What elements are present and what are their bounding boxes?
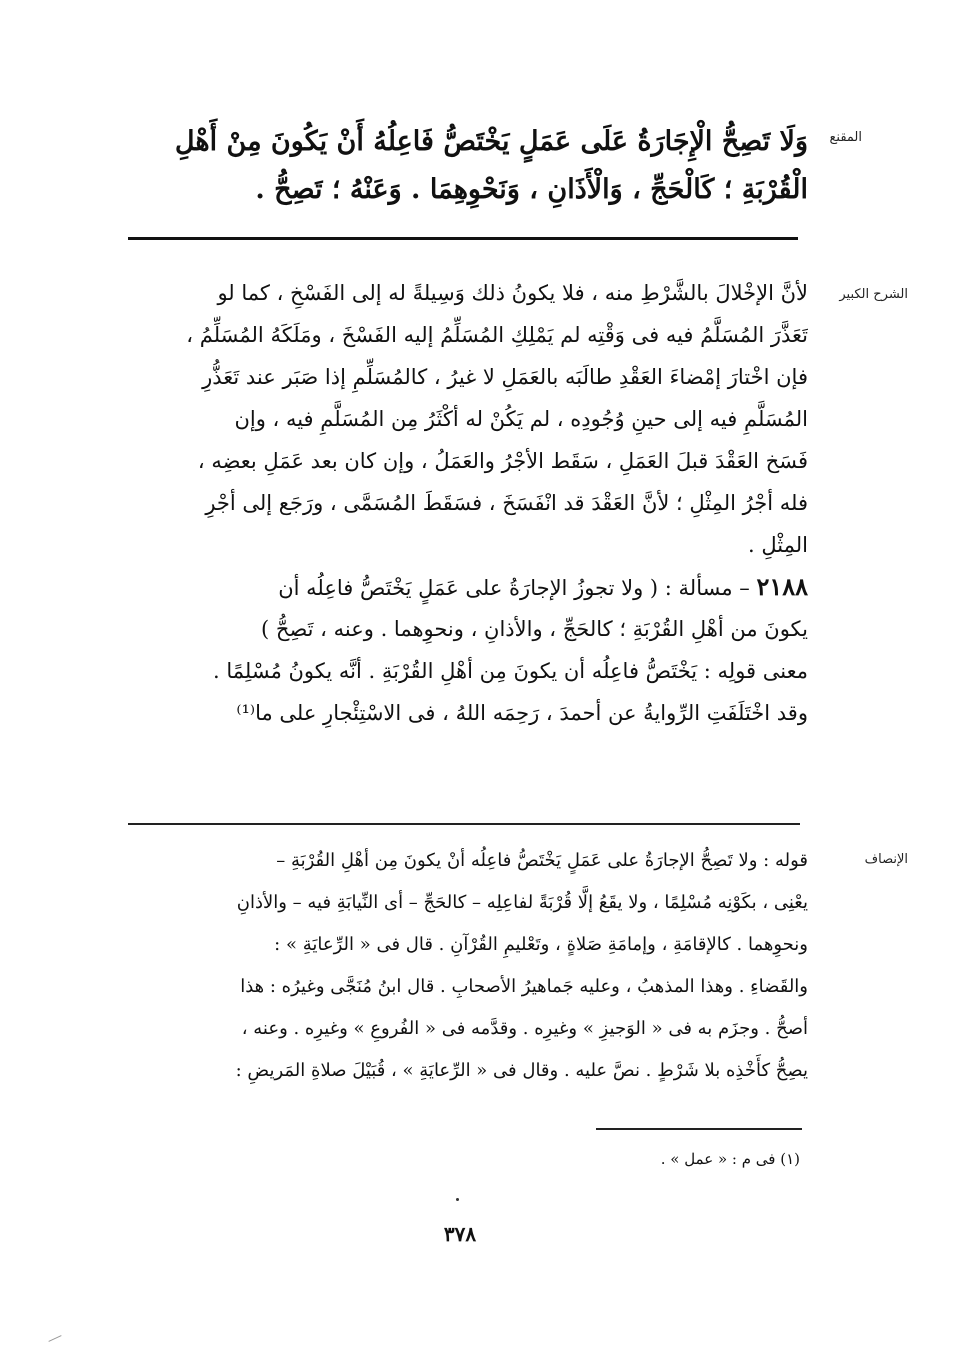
muqni-text [128, 118, 808, 214]
issue-line: معنى قولِه : يَخْتَصُّ فاعِلُه أن يكونَ مِن أهْلِ القُرْبَةِ . أنَّه يكونُ مُسْلِمًا . [213, 659, 808, 683]
sharh-line: تَعَذَّرَ المُسَلَّمُ فيه فى وَقْتِه لم يَمْلِكِ المُسَلِّمُ إليه الفَسْخَ ، ومَلَكَهُ المُسَلِّمُ ، [186, 323, 808, 347]
page-dot [456, 1198, 459, 1201]
muqni-divider [128, 237, 798, 240]
issue-number: ٢١٨٨ [756, 572, 808, 601]
footnote: (١) فى م : « عمل » . [660, 1150, 800, 1168]
scan-mark [48, 1335, 61, 1342]
sharh-line: فله أجْرُ المِثْلِ ؛ لأنَّ العَقْدَ قد انْفَسَخَ ، فسَقَطَ المُسَمَّى ، ورَجَع إلى أجْرِ [205, 491, 808, 515]
insaf-label: الإنصاف [864, 852, 908, 867]
insaf-text [128, 840, 808, 1092]
sharh-line: المُسَلَّمِ فيه إلى حينِ وُجُودِه ، لم يَكُنْ له أكْثَرُ مِن المُسَلَّمِ فيه ، وإن [234, 407, 808, 431]
sharh-line: فإن اخْتارَ إمْضاءَ العَقْدِ طالَبَه بالعَمَلِ لا غيرُ ، كالمُسَلِّمِ إذا صَبَر عند تَعَذُّرِ [202, 365, 808, 389]
insaf-line: يصِحُّ كأَخْذِه بلا شَرْطٍ . نصَّ عليه . وقال فى « الرِّعايَةِ » ، قُبَيْلَ صلاةِ المَريضِ : [235, 1060, 808, 1081]
sharh-divider [128, 823, 800, 825]
issue-line: – مسألة : ( ولا تجوزُ الإجارَةُ على عَمَلٍ يَخْتَصُّ فاعِلُه أن [278, 576, 757, 600]
sharh-label: الشرح الكبير [839, 287, 908, 302]
muqni-line: وَلَا تَصِحُّ الْإِجَارَةُ عَلَى عَمَلٍ يَخْتَصُّ فَاعِلُهُ أَنْ يَكُونَ مِنْ أَهْلِ [174, 126, 808, 157]
sharh-line: فَسَخ العَقْدَ قبلَ العَمَلِ ، سَقَط الأجْرُ والعَمَلُ ، وإن كان بعد عَمَلِ بعضِه ، [197, 449, 808, 473]
insaf-line: قوله : ولا تَصِحُّ الإجارَةُ على عَمَلٍ يَخْتَصُّ فاعِلُه أنْ يكونَ مِن أهْلِ القُرْبَةِ – [276, 850, 808, 871]
issue-line: يكونَ من أهْلِ القُرْبَةِ ؛ كالحَجِّ ، والأذانِ ، ونحوِهما . وعنه ، تَصِحُّ ) [261, 617, 808, 641]
sharh-text [128, 272, 808, 734]
insaf-line: ونحوِهما . كالإقامَةِ ، وإمامَةِ صَلاةٍ ، وتَعْليمِ القُرْآنِ . قال فى « الرِّعايَةِ » : [274, 934, 808, 955]
issue-heading-line [128, 566, 808, 608]
sharh-line: المِثْلِ . [748, 533, 808, 557]
muqni-line: الْقُرْبَةِ ؛ كَالْحَجِّ ، وَالْأَذَانِ ، وَنَحْوِهِمَا . وَعَنْهُ ؛ تَصِحُّ . [255, 174, 808, 205]
insaf-line: يعْنِى ، بكَوْنِه مُسْلِمًا ، ولا يقَعُ إلَّا قُرْبَةً لفاعِلِه – كالحَجِّ – أى النِّيابَةِ فيه – والأذانِ [236, 892, 808, 913]
muqni-label: المقنع [829, 130, 862, 145]
insaf-line: أصحُّ . وجزَم به فى « الوَجيزِ » وغيرِه . وقدَّمه فى « الفُروعِ » وغيرِه . وعنه ، [241, 1018, 808, 1039]
sharh-line: لأنَّ الإخْلالَ بالشَّرْطِ منه ، فلا يكونُ ذلك وَسِيلةً له إلى الفَسْخِ ، كما لو [217, 281, 808, 305]
insaf-line: والقَضاءِ . وهذا المذهبُ ، وعليه جَماهيرُ الأصحابِ . قال ابنُ مُنَجَّى وغيرُه : هذا [240, 976, 808, 997]
issue-line: وقد اخْتَلَفَتِ الرِّوايةُ عن أحمدَ ، رَحِمَه اللهُ ، فى الاسْتِئْجارِ على ما⁽¹⁾ [236, 701, 808, 725]
page-number: ٣٧٨ [443, 1222, 477, 1246]
footnote-divider [596, 1128, 802, 1130]
